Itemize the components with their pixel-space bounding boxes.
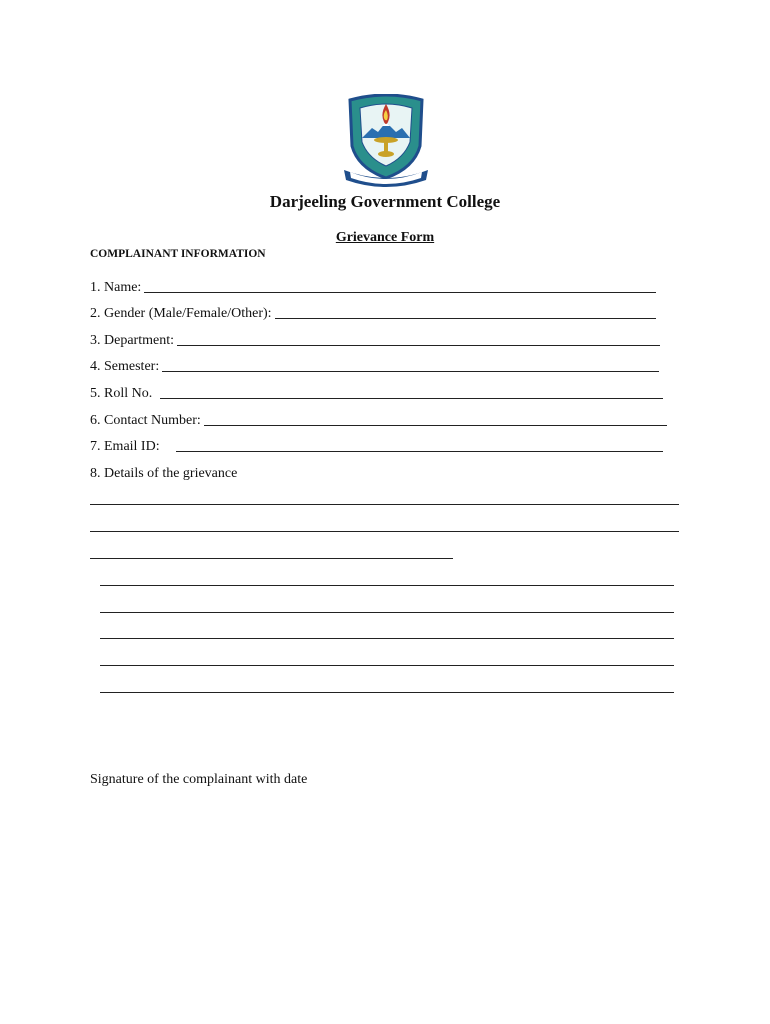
roll-no-label: 5. Roll No. <box>90 386 153 401</box>
name-label: 1. Name: <box>90 280 142 295</box>
email-field[interactable] <box>90 435 663 455</box>
college-name: Darjeeling Government College <box>269 192 501 211</box>
college-logo <box>340 94 432 188</box>
contact-number-field[interactable] <box>90 409 667 429</box>
email-blank-line[interactable] <box>176 451 663 452</box>
details-heading <box>90 462 490 482</box>
details-line[interactable] <box>100 638 674 639</box>
section-heading: COMPLAINANT INFORMATION <box>90 248 266 260</box>
semester-field[interactable] <box>90 355 659 375</box>
signature-label: Signature of the complainant with date <box>90 772 308 787</box>
details-line[interactable] <box>100 612 674 613</box>
semester-blank-line[interactable] <box>162 371 659 372</box>
name-blank-line[interactable] <box>144 292 656 293</box>
email-label: 7. Email ID: <box>90 439 160 454</box>
contact-number-label: 6. Contact Number: <box>90 413 201 428</box>
details-line[interactable] <box>100 585 674 586</box>
department-field[interactable] <box>90 329 660 349</box>
roll-no-field[interactable] <box>90 382 663 402</box>
department-label: 3. Department: <box>90 333 174 348</box>
details-line[interactable] <box>100 665 674 666</box>
details-line[interactable] <box>100 692 674 693</box>
name-field[interactable] <box>90 276 656 296</box>
roll-no-blank-line[interactable] <box>160 398 663 399</box>
gender-label: 2. Gender (Male/Female/Other): <box>90 306 272 321</box>
details-line[interactable] <box>90 531 679 532</box>
details-line[interactable] <box>90 558 453 559</box>
gender-field[interactable] <box>90 302 656 322</box>
semester-label: 4. Semester: <box>90 359 160 374</box>
gender-blank-line[interactable] <box>275 318 656 319</box>
contact-number-blank-line[interactable] <box>204 425 667 426</box>
form-title: Grievance Form <box>335 230 435 245</box>
details-label: 8. Details of the grievance <box>90 466 238 481</box>
department-blank-line[interactable] <box>177 345 660 346</box>
details-line[interactable] <box>90 504 679 505</box>
